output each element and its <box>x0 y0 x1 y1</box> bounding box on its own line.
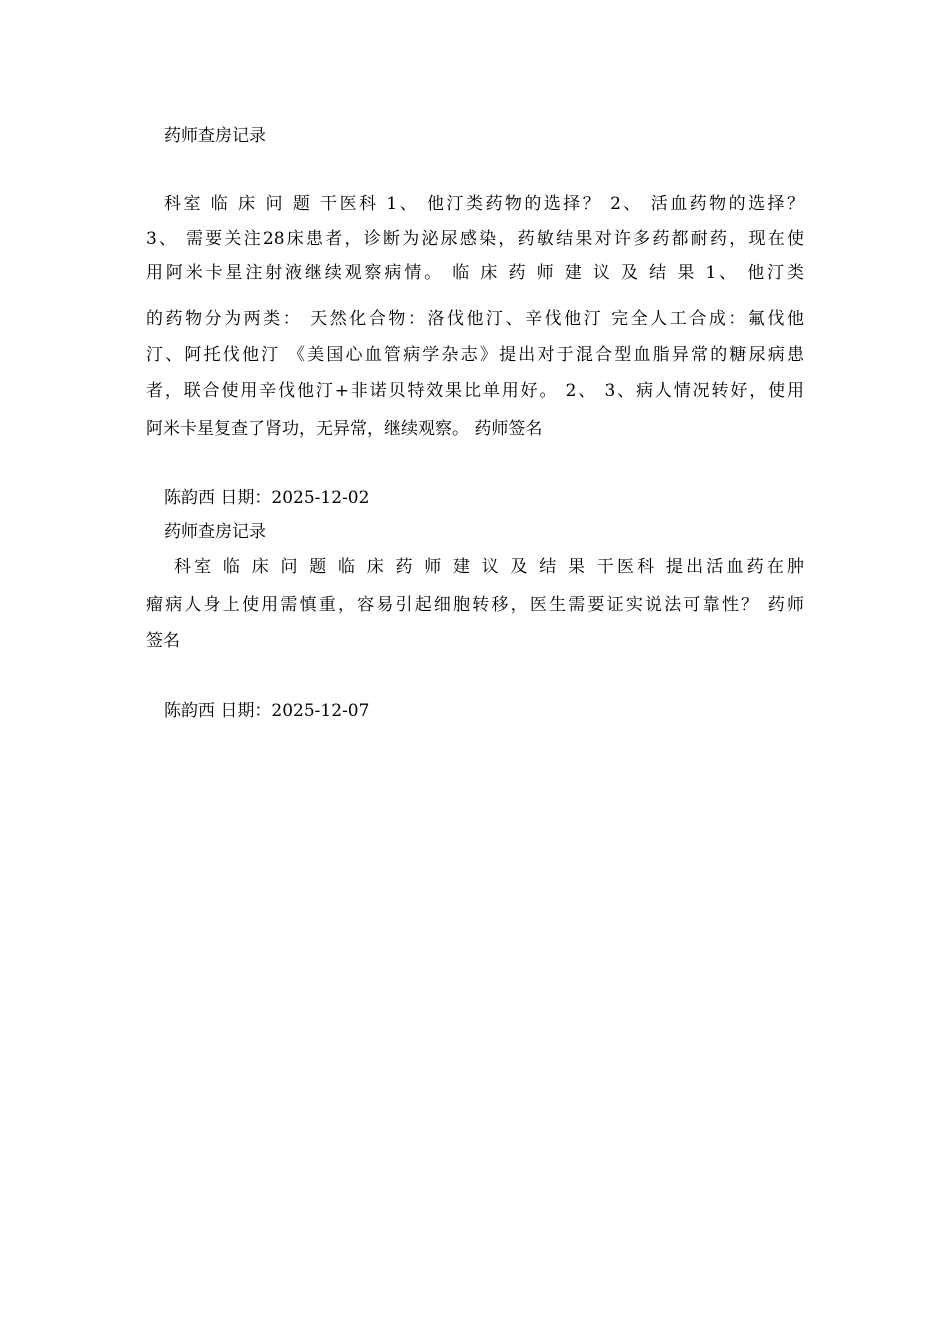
record-body-line: 签名 <box>146 631 180 651</box>
record-body-line: 阿米卡星复查了肾功，无异常，继续观察。 药师签名 <box>146 419 543 439</box>
record-title: 药师查房记录 <box>164 126 266 146</box>
record-body-line: 科室 临 床 问 题 干医科 1、 他汀类药物的选择？ 2、 活血药物的选择？ <box>164 194 804 214</box>
record-signature: 陈韵西 日期：2025-12-07 <box>164 701 370 721</box>
record-body-line: 者，联合使用辛伐他汀+非诺贝特效果比单用好。 2、 3、病人情况转好，使用 <box>146 381 804 401</box>
record-body-line: 汀、阿托伐他汀 《美国心血管病学杂志》提出对于混合型血脂异常的糖尿病患 <box>146 345 804 365</box>
record-title: 药师查房记录 <box>164 522 266 542</box>
record-body-line: 科室 临 床 问 题 临 床 药 师 建 议 及 结 果 干医科 提出活血药在肿 <box>174 557 804 577</box>
record-body-line: 的药物分为两类： 天然化合物：洛伐他汀、辛伐他汀 完全人工合成：氟伐他 <box>146 309 804 329</box>
record-body-line: 3、 需要关注28床患者，诊断为泌尿感染，药敏结果对许多药都耐药，现在使 <box>146 229 804 249</box>
record-signature: 陈韵西 日期：2025-12-02 <box>164 488 370 508</box>
record-body-line: 瘤病人身上使用需慎重，容易引起细胞转移，医生需要证实说法可靠性？ 药师 <box>146 595 804 615</box>
record-body-line: 用阿米卡星注射液继续观察病情。 临 床 药 师 建 议 及 结 果 1、 他汀类 <box>146 263 804 283</box>
